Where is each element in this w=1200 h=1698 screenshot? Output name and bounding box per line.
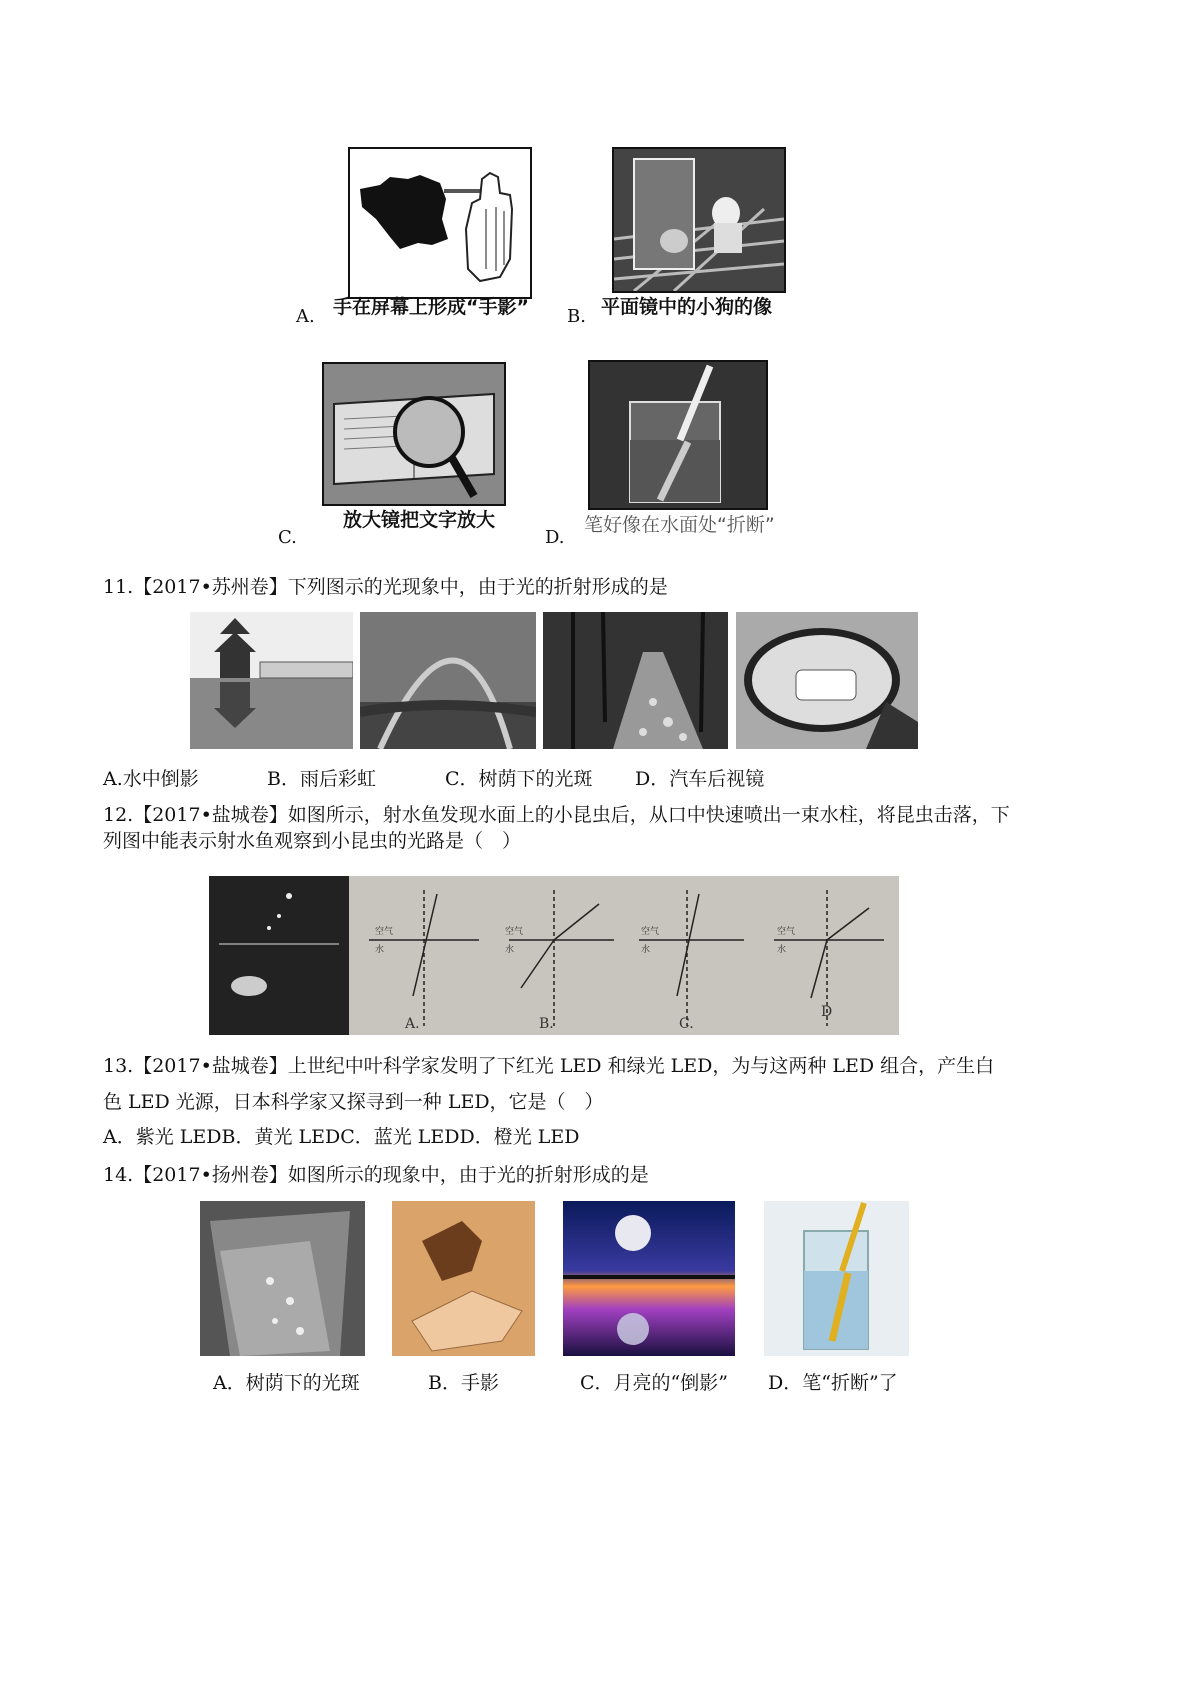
pencil-glass-image	[764, 1201, 909, 1356]
figure-letter-b: B.	[539, 1016, 554, 1032]
water-label-b: 水	[505, 945, 515, 955]
water-label-d: 水	[777, 945, 787, 955]
air-label-a: 空气	[375, 927, 394, 937]
q14-option-b: B．手影	[428, 1372, 499, 1394]
q14-stem: 14.【2017•扬州卷】如图所示的现象中，由于光的折射形成的是	[103, 1164, 649, 1186]
pencil-water-image	[588, 360, 768, 510]
q14-option-d: D．笔“折断”了	[768, 1372, 898, 1394]
option-d-letter: D.	[545, 527, 565, 548]
rainbow-image	[360, 612, 536, 749]
option-c-caption: 放大镜把文字放大	[343, 509, 496, 531]
option-b-caption: 平面镜中的小狗的像	[601, 296, 773, 318]
tree-shade-image	[543, 612, 728, 749]
option-d-caption: 笔好像在水面处“折断”	[584, 514, 775, 536]
q11-option-a: A.水中倒影	[103, 768, 199, 790]
hand-shadow-photo	[392, 1201, 535, 1356]
water-label-c: 水	[641, 945, 651, 955]
q11-stem: 11.【2017•苏州卷】下列图示的光现象中，由于光的折射形成的是	[103, 576, 668, 598]
water-label-a: 水	[375, 945, 385, 955]
q11-option-d: D．汽车后视镜	[635, 768, 765, 790]
q13-stem: 13.【2017•盐城卷】上世纪中叶科学家发明了下红光 LED 和绿光 LED，为与这两种 LED 组合，产生白色 LED 光源，日本科学家又探寻到一种 LED，它是（ ）	[103, 1055, 995, 1113]
archerfish-figure	[209, 876, 899, 1035]
option-b-letter: B.	[567, 306, 586, 327]
air-label-d: 空气	[777, 927, 796, 937]
q11-option-b: B．雨后彩虹	[267, 768, 376, 790]
q13-options: A．紫光 LEDB．黄光 LEDC．蓝光 LEDD．橙光 LED	[103, 1126, 580, 1148]
air-label-b: 空气	[505, 927, 524, 937]
q12-stem: 12.【2017•盐城卷】如图所示，射水鱼发现水面上的小昆虫后，从口中快速喷出一束水柱，将昆虫击落，下列图中能表示射水鱼观察到小昆虫的光路是（ ）	[103, 804, 1010, 852]
pagoda-reflection-image	[190, 612, 353, 749]
moon-reflection-image	[563, 1201, 735, 1356]
q14-option-a: A．树荫下的光斑	[213, 1372, 360, 1394]
figure-letter-a: A.	[405, 1016, 420, 1032]
light-spots-image	[200, 1201, 365, 1356]
q11-option-c: C．树荫下的光斑	[445, 768, 593, 790]
figure-letter-d: D	[821, 1004, 833, 1020]
hand-shadow-image	[348, 147, 532, 299]
option-a-caption: 手在屏幕上形成“手影”	[333, 296, 529, 318]
rearview-mirror-image	[736, 612, 918, 749]
dog-mirror-image	[612, 147, 786, 293]
option-c-letter: C.	[278, 527, 297, 548]
option-a-letter: A.	[296, 306, 315, 327]
q14-option-c: C．月亮的“倒影”	[580, 1372, 728, 1394]
air-label-c: 空气	[641, 927, 660, 937]
figure-letter-c: C.	[679, 1016, 694, 1032]
magnifier-image	[322, 362, 506, 506]
